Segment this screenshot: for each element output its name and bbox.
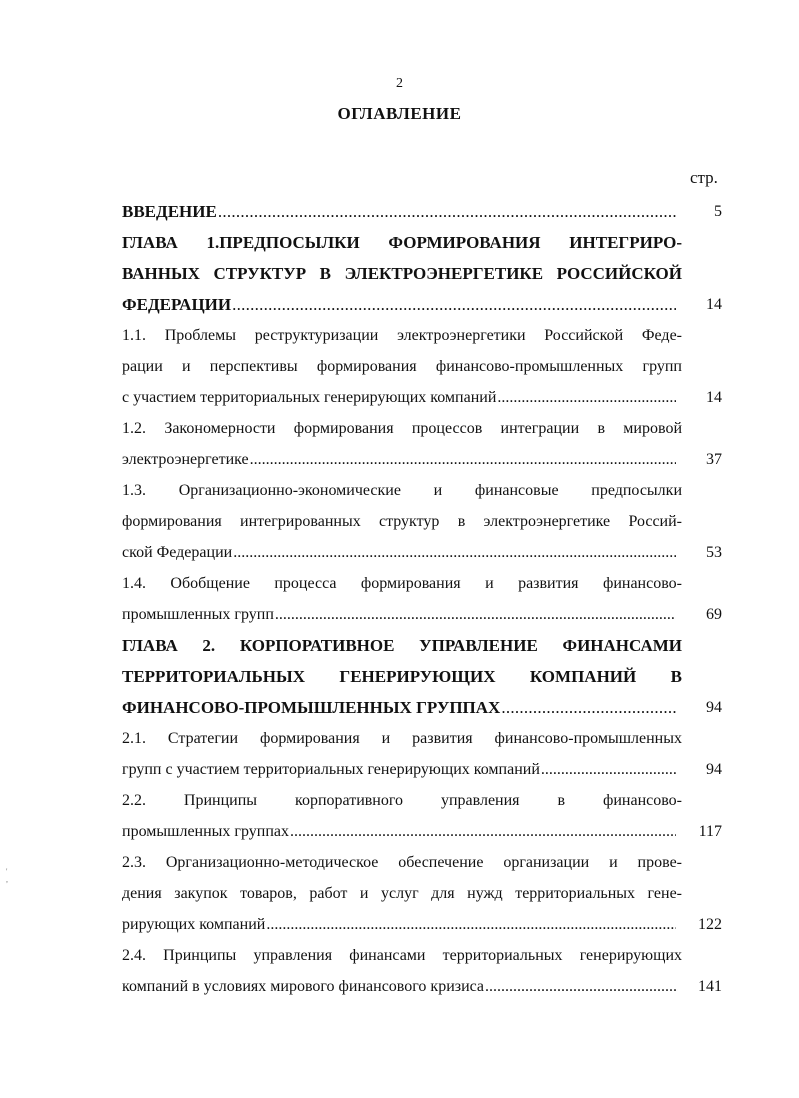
toc-entry-line: 2.3. Организационно-методическое обеспечение организации и прове- bbox=[122, 854, 682, 871]
toc-page-number: 122 bbox=[698, 916, 722, 933]
toc-page-number: 69 bbox=[706, 606, 722, 623]
toc-page-number: 94 bbox=[706, 761, 722, 778]
toc-page-number: 117 bbox=[698, 823, 722, 840]
toc-entry-line: ГЛАВА 2. КОРПОРАТИВНОЕ УПРАВЛЕНИЕ ФИНАНСАМИ bbox=[122, 636, 682, 655]
dot-leader bbox=[275, 599, 676, 630]
dot-leader bbox=[501, 692, 676, 723]
toc-entry-line bbox=[122, 692, 682, 723]
margin-scan-mark: ' , bbox=[6, 867, 8, 884]
toc-entry bbox=[122, 413, 722, 475]
toc-entry bbox=[122, 723, 722, 785]
table-of-contents bbox=[122, 196, 722, 1002]
dot-leader bbox=[218, 196, 676, 227]
toc-entry bbox=[122, 568, 722, 630]
toc-entry-line: ГЛАВА 1.ПРЕДПОСЫЛКИ ФОРМИРОВАНИЯ ИНТЕГРИРО- bbox=[122, 233, 682, 252]
toc-page-number: 14 bbox=[706, 296, 722, 313]
toc-entry bbox=[122, 847, 722, 940]
toc-entry-line: 2.2. Принципы корпоративного управления в финансово- bbox=[122, 792, 682, 809]
dot-leader bbox=[233, 537, 676, 568]
toc-page-number: 5 bbox=[714, 203, 722, 220]
toc-entry bbox=[122, 196, 722, 227]
dot-leader bbox=[266, 909, 676, 940]
dot-leader bbox=[290, 816, 676, 847]
toc-entry-line bbox=[122, 816, 682, 847]
toc-entry-text: промышленных группах bbox=[122, 823, 289, 840]
dot-leader bbox=[497, 382, 676, 413]
toc-entry-text: ВВЕДЕНИЕ bbox=[122, 202, 217, 221]
toc-entry-line: дения закупок товаров, работ и услуг для нужд территориальных гене- bbox=[122, 885, 682, 902]
toc-entry-line: 1.4. Обобщение процесса формирования и развития финансово- bbox=[122, 575, 682, 592]
page-number: 2 bbox=[396, 76, 403, 91]
toc-entry-line bbox=[122, 382, 682, 413]
toc-entry-text: с участием территориальных генерирующих компаний bbox=[122, 389, 497, 406]
dot-leader bbox=[541, 754, 676, 785]
toc-entry-line bbox=[122, 196, 682, 227]
toc-entry bbox=[122, 785, 722, 847]
toc-entry-line: ВАННЫХ СТРУКТУР В ЭЛЕКТРОЭНЕРГЕТИКЕ РОССИЙСКОЙ bbox=[122, 264, 682, 283]
toc-entry-line: рации и перспективы формирования финансово-промышленных групп bbox=[122, 358, 682, 375]
dot-leader bbox=[232, 289, 676, 320]
page-title: ОГЛАВЛЕНИЕ bbox=[337, 104, 462, 123]
toc-entry-line: ТЕРРИТОРИАЛЬНЫХ ГЕНЕРИРУЮЩИХ КОМПАНИЙ В bbox=[122, 667, 682, 686]
toc-entry-text: групп с участием территориальных генерирующих компаний bbox=[122, 761, 540, 778]
toc-entry-line bbox=[122, 289, 682, 320]
toc-entry-line: 1.3. Организационно-экономические и финансовые предпосылки bbox=[122, 482, 682, 499]
toc-entry bbox=[122, 475, 722, 568]
toc-entry-line: 1.1. Проблемы реструктуризации электроэнергетики Российской Феде- bbox=[122, 327, 682, 344]
toc-page-number: 94 bbox=[706, 699, 722, 716]
toc-entry-text: компаний в условиях мирового финансового кризиса bbox=[122, 978, 485, 995]
toc-entry-line bbox=[122, 971, 682, 1002]
toc-entry-line bbox=[122, 754, 682, 785]
dot-leader bbox=[485, 971, 676, 1002]
toc-entry-text: рирующих компаний bbox=[122, 916, 266, 933]
toc-entry-line: 1.2. Закономерности формирования процессов интеграции в мировой bbox=[122, 420, 682, 437]
toc-entry-line: формирования интегрированных структур в электроэнергетике Россий- bbox=[122, 513, 682, 530]
toc-entry-text: ФИНАНСОВО-ПРОМЫШЛЕННЫХ ГРУППАХ bbox=[122, 698, 501, 717]
toc-entry-text: ФЕДЕРАЦИИ bbox=[122, 295, 232, 314]
toc-entry bbox=[122, 630, 722, 723]
dot-leader bbox=[250, 444, 676, 475]
page-column-label: стр. bbox=[690, 168, 718, 187]
toc-page-number: 37 bbox=[706, 451, 722, 468]
toc-entry-text: промышленных групп bbox=[122, 606, 274, 623]
toc-entry-line bbox=[122, 599, 682, 630]
toc-entry-line: 2.4. Принципы управления финансами территориальных генерирующих bbox=[122, 947, 682, 964]
toc-entry-text: электроэнергетике bbox=[122, 451, 249, 468]
toc-entry-line: 2.1. Стратегии формирования и развития финансово-промышленных bbox=[122, 730, 682, 747]
toc-page-number: 14 bbox=[706, 389, 722, 406]
toc-entry-line bbox=[122, 444, 682, 475]
toc-page-number: 53 bbox=[706, 544, 722, 561]
toc-page-number: 141 bbox=[698, 978, 722, 995]
toc-entry bbox=[122, 227, 722, 320]
toc-entry bbox=[122, 940, 722, 1002]
toc-entry bbox=[122, 320, 722, 413]
toc-entry-line bbox=[122, 537, 682, 568]
toc-entry-text: ской Федерации bbox=[122, 544, 233, 561]
toc-entry-line bbox=[122, 909, 682, 940]
